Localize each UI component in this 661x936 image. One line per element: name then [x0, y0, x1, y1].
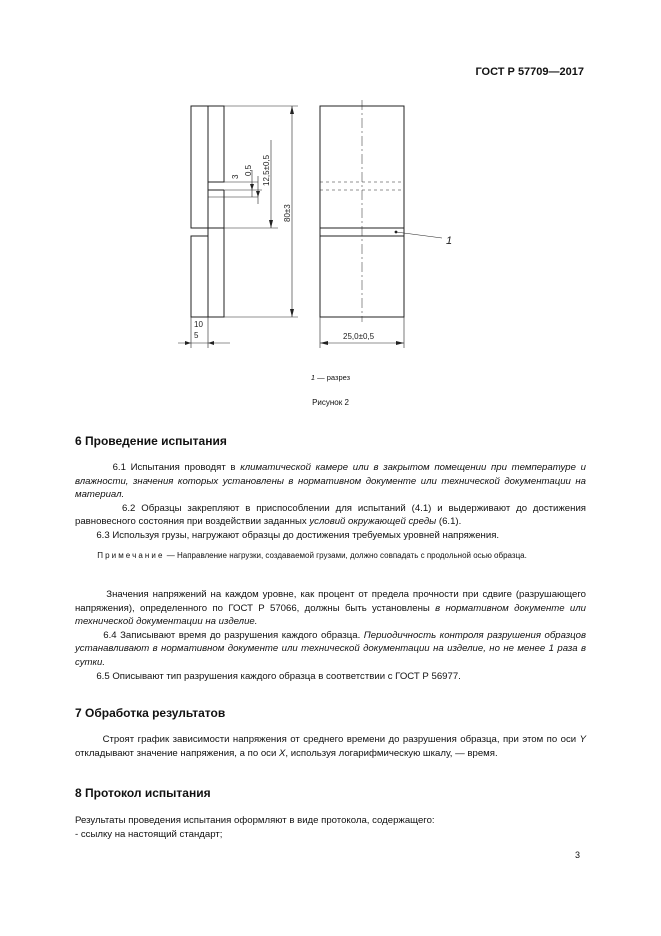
section-8-body	[75, 814, 586, 841]
para-8-2: - ссылку на настоящий стандарт;	[75, 828, 223, 840]
para-6-3: 6.3 Используя грузы, нагружают образцы до достижения требуемых уровней напряжения.	[96, 529, 500, 541]
figure-legend: 1 — разрез	[310, 373, 351, 382]
dim-12-5: 12,5±0,5	[262, 154, 271, 186]
para-6-2: 6.2 Образцы закрепляют в приспособлении для испытаний (4.1) и выдерживают до достижения равновесного состояния при воздействии заданных условий окружающей среды (6.1).	[75, 502, 586, 528]
left-lower-outer	[191, 236, 208, 317]
page-number: 3	[575, 850, 581, 860]
dim-3: 3	[231, 174, 240, 179]
para-7: Строят график зависимости напряжения от среднего времени до разрушения образца, при этом по оси Y откладывают значение напряжения, а по оси X, используя логарифмическую шкалу, — время.	[75, 734, 586, 759]
section-7-body	[75, 733, 586, 760]
para-8-1: Результаты проведения испытания оформляют в виде протокола, содержащего:	[75, 815, 435, 826]
figure-caption: Рисунок 2	[312, 398, 349, 407]
dim-25: 25,0±0,5	[343, 332, 375, 341]
dim-5: 5	[194, 331, 199, 340]
dim-80: 80±3	[283, 204, 292, 222]
para-6-5: 6.5 Описывают тип разрушения каждого образца в соответствии с ГОСТ Р 56977.	[96, 670, 461, 682]
section-6-body-2	[75, 588, 586, 683]
section-8-title: 8 Протокол испытания	[75, 786, 211, 800]
left-upper-inner	[208, 106, 224, 182]
figure-2-drawing	[0, 0, 661, 370]
callout-1: 1	[446, 235, 453, 247]
note-text: — Направление нагрузки, создаваемой грузами, должно совпадать с продольной осью образца.	[164, 551, 527, 560]
note-label: Примечание	[97, 551, 165, 560]
section-7-title: 7 Обработка результатов	[75, 706, 226, 720]
section-6-body	[75, 461, 586, 543]
para-6-1: 6.1 Испытания проводят в климатической камере или в закрытом помещении при температуре и влажности, значения которых установлены в нормативном документе или технической документации на материал.	[75, 462, 587, 501]
para-values: Значения напряжений на каждом уровне, как процент от предела прочности при сдвиге (разрушающего напряжения), определенного по ГОСТ Р 57066, должны быть установлены в нормативном документе или технической документации на изделие.	[75, 589, 586, 628]
para-6-4: 6.4 Записывают время до разрушения каждого образца. Периодичность контроля разрушения образцов устанавливают в нормативном документе или технической документации на изделие, но не менее 1 раза в сутки.	[75, 629, 587, 668]
dim-10: 10	[194, 320, 203, 329]
left-upper-outer	[191, 106, 208, 228]
note-block	[75, 550, 586, 563]
section-6-title: 6 Проведение испытания	[75, 434, 227, 448]
document-code: ГОСТ Р 57709—2017	[475, 66, 584, 78]
dim-0-5: 0,5	[244, 164, 253, 176]
left-lower-inner	[208, 228, 224, 317]
